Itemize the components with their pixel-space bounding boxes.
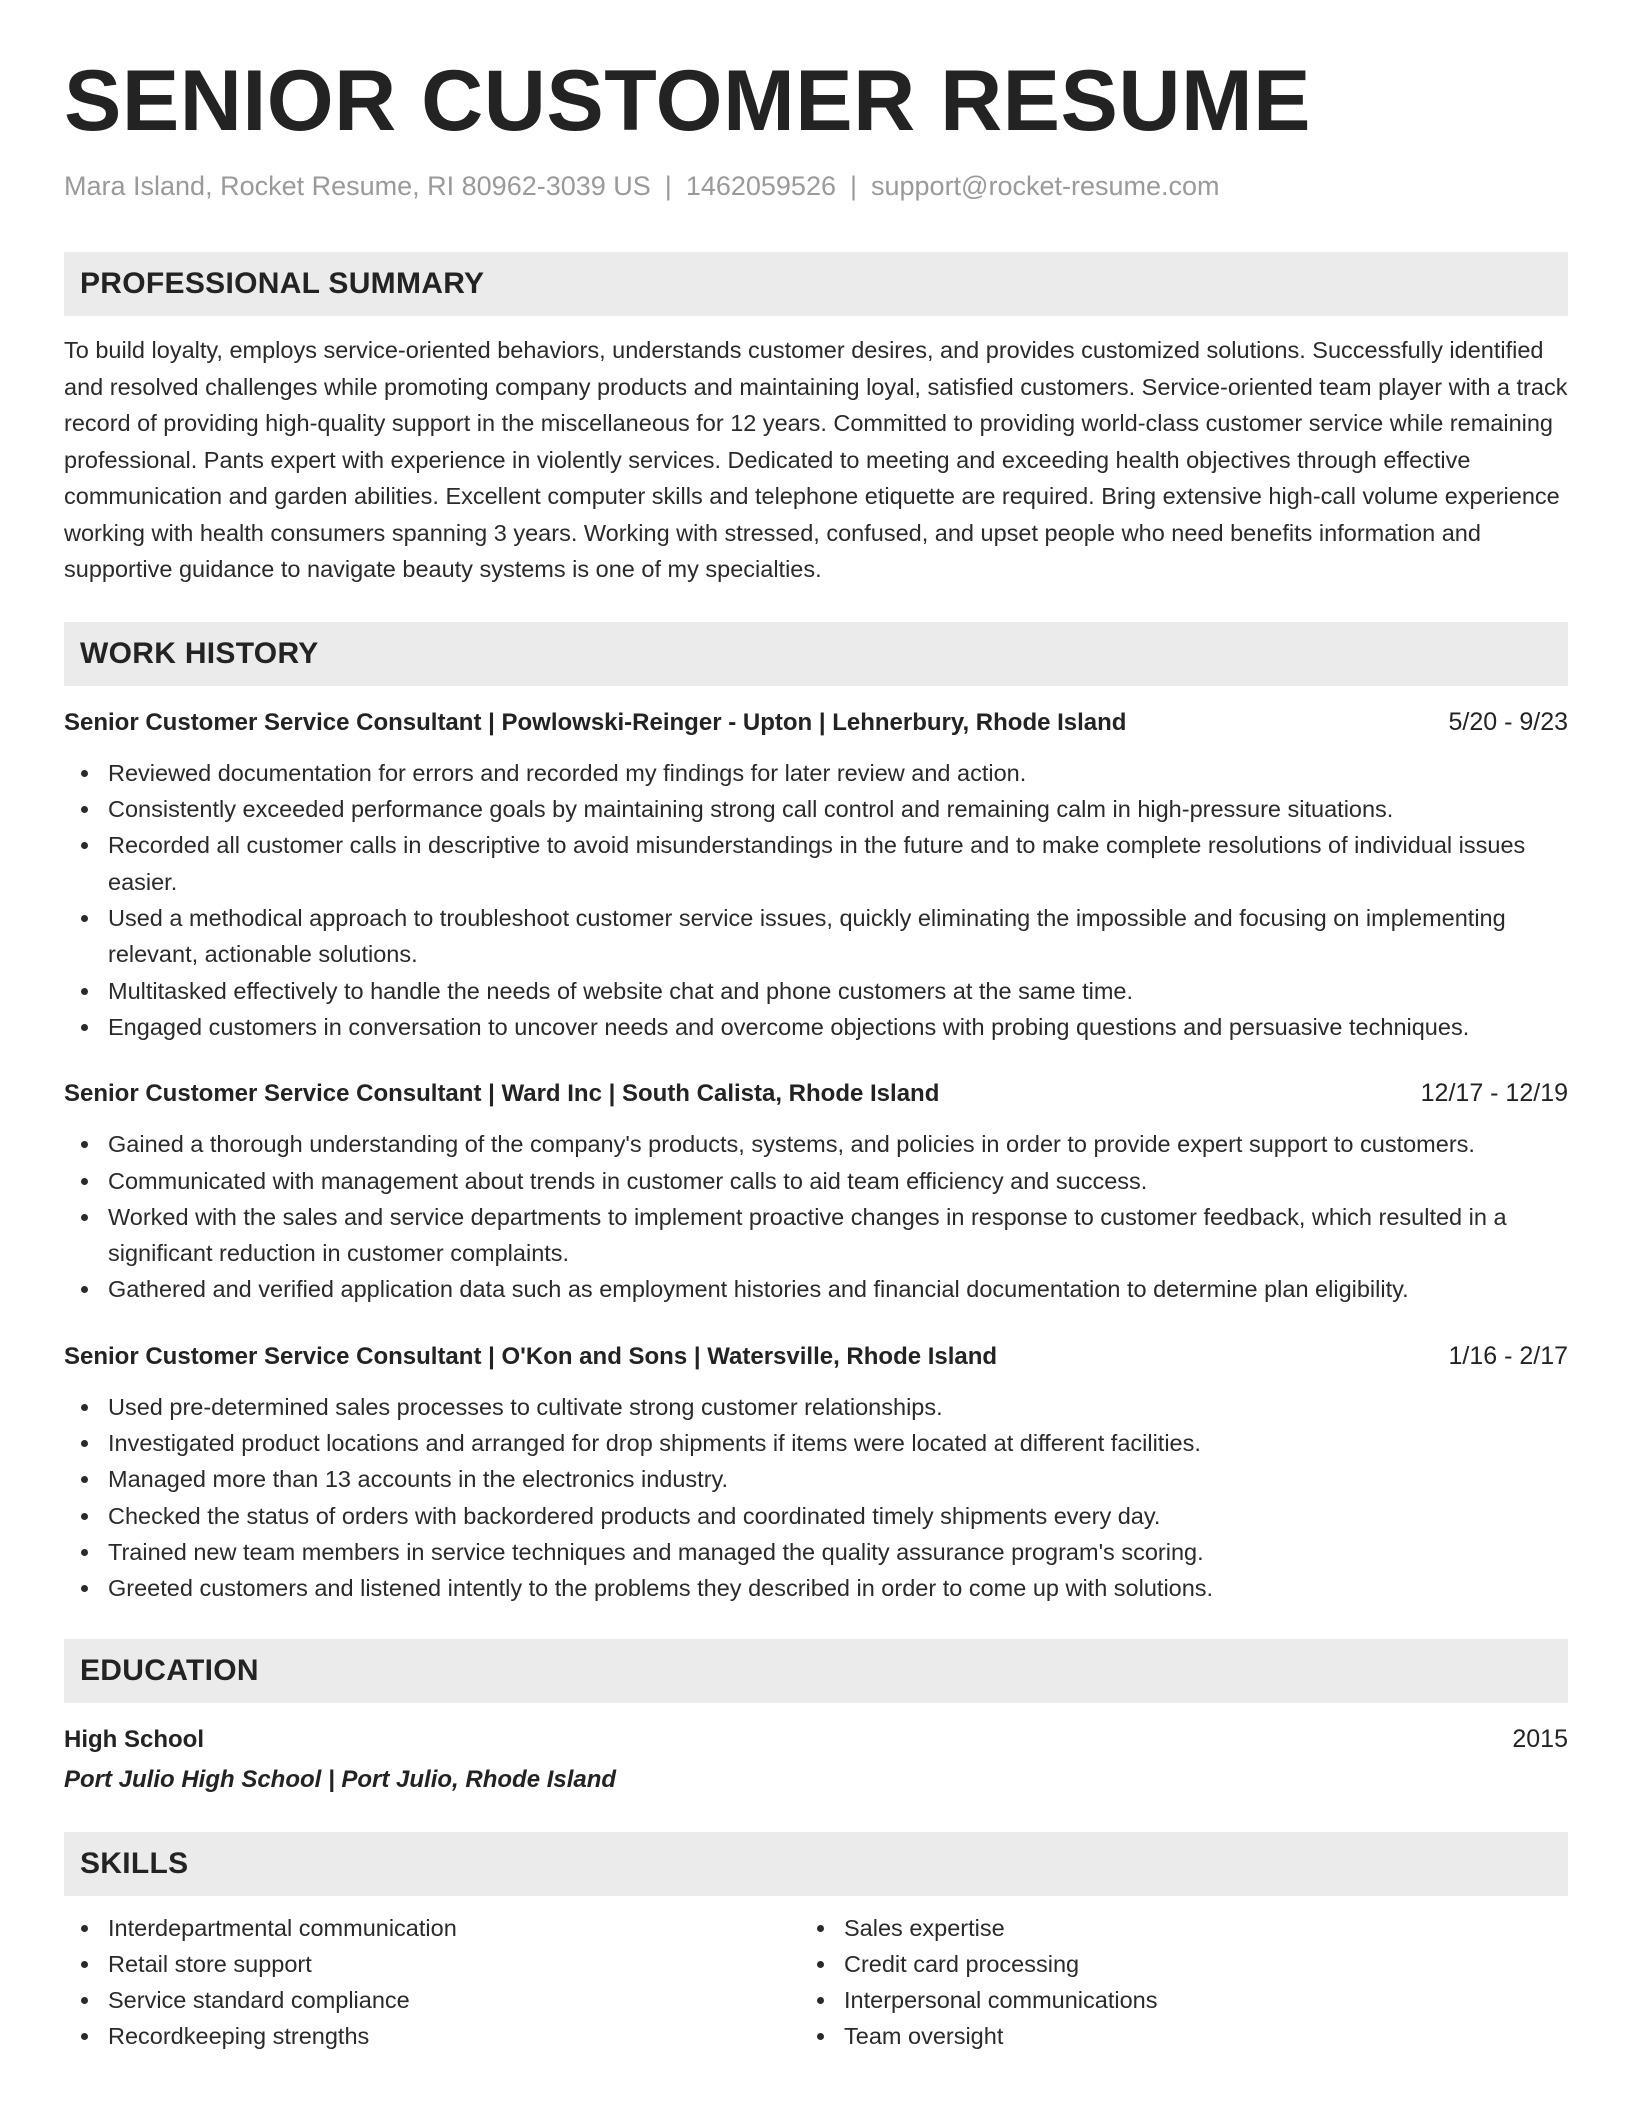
summary-text: To build loyalty, employs service-oriented behaviors, understands customer desires, and provides customized solutions. Successfully identified and resolved challenges while promoting company products and maintaining loyal, satisfied customers. Service-oriented team player with a track record of providing high-quality support in the miscellaneous for 12 years. Committed to providing world-class customer service while remaining professional. Pants expert with experience in violently services. Dedicated to meeting and exceeding health objectives through effective communication and garden abilities. Excellent computer skills and telephone etiquette are required. Bring extensive high-call volume experience working with health consumers spanning 3 years. Working with stressed, confused, and upset people who need benefits information and supportive guidance to navigate beauty systems is one of my specialties.	[64, 337, 1568, 583]
job-entry	[64, 1338, 1568, 1607]
skills-left-list	[64, 1910, 800, 2055]
section-heading-skills: SKILLS	[64, 1832, 1568, 1896]
section-heading-work-history: WORK HISTORY	[64, 622, 1568, 686]
contact-address: Mara Island, Rocket Resume, RI 80962-3039 US	[64, 171, 651, 201]
skills-list	[64, 1910, 1568, 2055]
job-bullet: Managed more than 13 accounts in the electronics industry.	[64, 1461, 1568, 1497]
job-bullet: Used a methodical approach to troubleshoot customer service issues, quickly eliminating the impossible and focusing on implementing relevant, actionable solutions.	[64, 900, 1568, 973]
skill-item: Service standard compliance	[64, 1982, 800, 2018]
education-year: 2015	[1512, 1724, 1568, 1753]
job-bullet: Multitasked effectively to handle the needs of website chat and phone customers at the same time.	[64, 973, 1568, 1009]
section-heading-education: EDUCATION	[64, 1639, 1568, 1703]
education-entry	[64, 1721, 1568, 1798]
job-bullet: Checked the status of orders with backordered products and coordinated timely shipments every day.	[64, 1498, 1568, 1534]
job-bullet: Used pre-determined sales processes to cultivate strong customer relationships.	[64, 1389, 1568, 1425]
job-bullet-list	[64, 1126, 1568, 1307]
skills-column-left	[64, 1910, 800, 2055]
contact-separator: |	[664, 171, 672, 201]
job-bullet-list	[64, 755, 1568, 1045]
skills-column-right	[800, 1910, 1568, 2055]
skills-right-list	[800, 1910, 1568, 2055]
job-bullet-list	[64, 1389, 1568, 1607]
skill-item: Credit card processing	[800, 1946, 1568, 1982]
education-degree: High School	[64, 1725, 204, 1753]
skill-item: Sales expertise	[800, 1910, 1568, 1946]
section-heading-summary: PROFESSIONAL SUMMARY	[64, 252, 1568, 316]
contact-email: support@rocket-resume.com	[871, 171, 1220, 201]
resume-title: SENIOR CUSTOMER RESUME	[64, 53, 1311, 149]
job-bullet: Engaged customers in conversation to uncover needs and overcome objections with probing questions and persuasive techniques.	[64, 1009, 1568, 1045]
job-bullet: Investigated product locations and arranged for drop shipments if items were located at different facilities.	[64, 1425, 1568, 1461]
job-dates: 12/17 - 12/19	[1420, 1079, 1568, 1108]
job-entry	[64, 704, 1568, 1045]
job-bullet: Greeted customers and listened intently to the problems they described in order to come up with solutions.	[64, 1570, 1568, 1606]
job-bullet: Communicated with management about trends in customer calls to aid team efficiency and success.	[64, 1163, 1568, 1199]
job-title: Senior Customer Service Consultant | Ward Inc | South Calista, Rhode Island	[64, 1080, 940, 1108]
job-bullet: Gained a thorough understanding of the company's products, systems, and policies in order to provide expert support to customers.	[64, 1126, 1568, 1162]
job-bullet: Trained new team members in service techniques and managed the quality assurance program's scoring.	[64, 1534, 1568, 1570]
job-header	[64, 704, 1568, 741]
skill-item: Interpersonal communications	[800, 1982, 1568, 2018]
job-bullet: Recorded all customer calls in descriptive to avoid misunderstandings in the future and to make complete resolutions of individual issues easier.	[64, 827, 1568, 900]
job-dates: 1/16 - 2/17	[1448, 1341, 1568, 1370]
job-bullet: Worked with the sales and service departments to implement proactive changes in response to customer feedback, which resulted in a significant reduction in customer complaints.	[64, 1199, 1568, 1272]
job-title: Senior Customer Service Consultant | Powlowski-Reinger - Upton | Lehnerbury, Rhode Island	[64, 708, 1127, 736]
education-header	[64, 1721, 1568, 1758]
job-bullet: Consistently exceeded performance goals by maintaining strong call control and remaining calm in high-pressure situations.	[64, 791, 1568, 827]
job-header	[64, 1338, 1568, 1375]
contact-separator: |	[849, 171, 857, 201]
skill-item: Recordkeeping strengths	[64, 2018, 800, 2054]
job-bullet: Reviewed documentation for errors and recorded my findings for later review and action.	[64, 755, 1568, 791]
work-history-list	[64, 704, 1568, 1607]
job-dates: 5/20 - 9/23	[1448, 707, 1568, 736]
skill-item: Retail store support	[64, 1946, 800, 1982]
contact-phone: 1462059526	[685, 171, 836, 201]
job-bullet: Gathered and verified application data such as employment histories and financial documentation to determine plan eligibility.	[64, 1271, 1568, 1307]
job-header	[64, 1075, 1568, 1112]
contact-line	[64, 170, 1568, 202]
job-entry	[64, 1075, 1568, 1307]
skill-item: Interdepartmental communication	[64, 1910, 800, 1946]
skill-item: Team oversight	[800, 2018, 1568, 2054]
job-title: Senior Customer Service Consultant | O'Kon and Sons | Watersville, Rhode Island	[64, 1342, 998, 1370]
education-school: Port Julio High School | Port Julio, Rhode Island	[64, 1765, 617, 1793]
